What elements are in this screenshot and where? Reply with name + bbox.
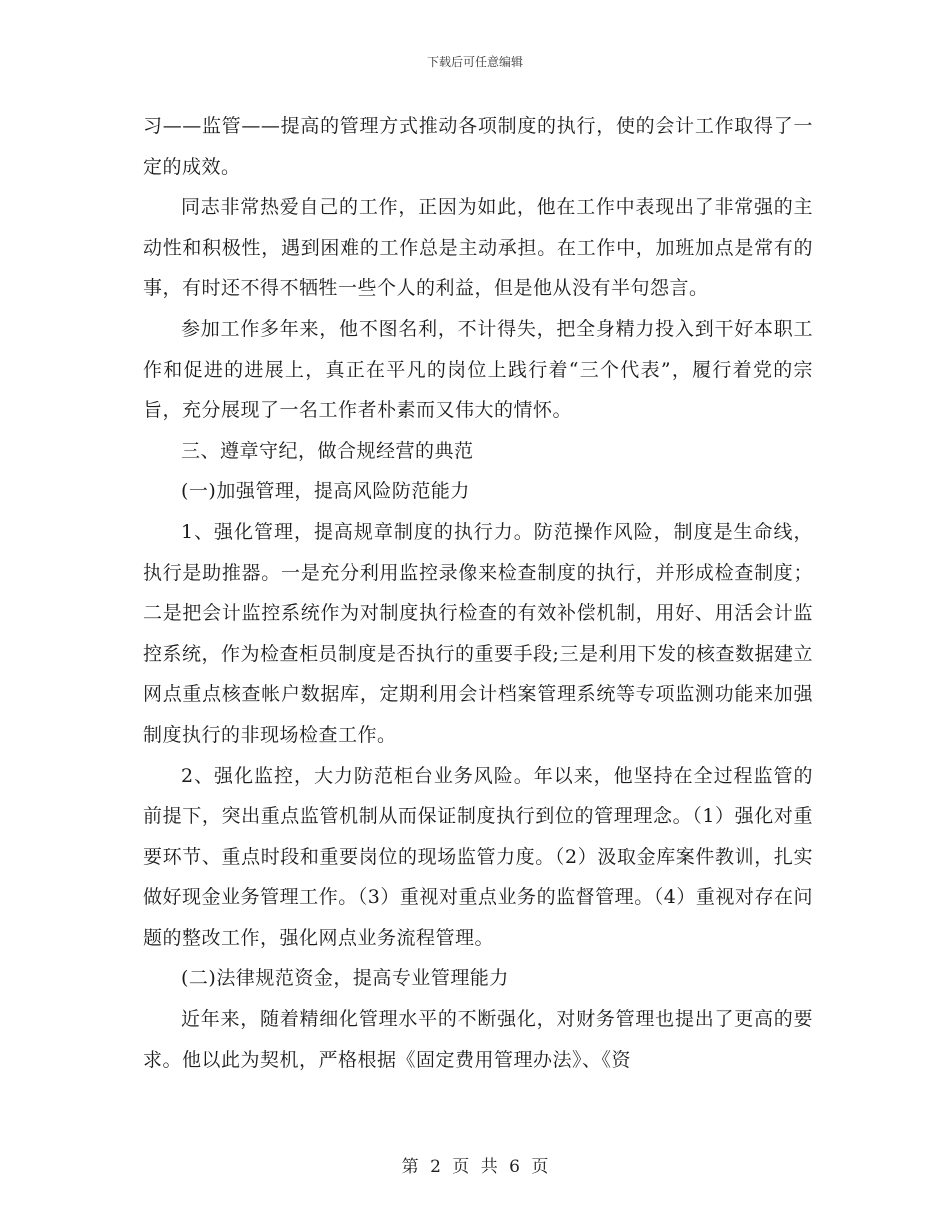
paragraph: 1、强化管理，提高规章制度的执行力。防范操作风险，制度是生命线，执行是助推器。一是充分利用监控录像来检查制度的执行，并形成检查制度；二是把会计监控系统作为对制度执行检查的有效补偿机制，用好、用活会计监控系统，作为检查柜员制度是否执行的重要手段;三是利用下发的核查数据建立网点重点核查帐户数据库，定期利用会计档案管理系统等专项监测功能来加强制度执行的非现场检查工作。: [143, 520, 813, 746]
paragraph: 同志非常热爱自己的工作，正因为如此，他在工作中表现出了非常强的主动性和积极性，遇到困难的工作总是主动承担。在工作中，加班加点是常有的事，有时还不得不牺牲一些个人的利益，但是他从没有半句怨言。: [143, 196, 813, 300]
subsection-heading: (一)加强管理，提高风险防范能力: [181, 480, 470, 503]
paragraph: 参加工作多年来，他不图名利，不计得失，把全身精力投入到干好本职工作和促进的进展上，真正在平凡的岗位上践行着“三个代表”，履行着党的宗旨，充分展现了一名工作者朴素而又伟大的情怀。: [143, 317, 813, 422]
paragraph: 习——监管——提高的管理方式推动各项制度的执行，使的会计工作取得了一定的成效。: [143, 115, 813, 178]
paragraph: 近年来，随着精细化管理水平的不断强化，对财务管理也提出了更高的要求。他以此为契机，严格根据《固定费用管理办法》、《资: [143, 1008, 813, 1071]
page-footer: 第 2 页 共 6 页: [401, 1157, 549, 1177]
section-heading: 三、遵章守纪，做合规经营的典范: [181, 439, 474, 462]
subsection-heading: (二)法律规范资金，提高专业管理能力: [181, 967, 509, 990]
document-body: [143, 106, 813, 1080]
paragraph: 2、强化监控，大力防范柜台业务风险。年以来，他坚持在全过程监管的前提下，突出重点监管机制从而保证制度执行到位的管理理念。（1）强化对重要环节、重点时段和重要岗位的现场监管力度。（2）汲取金库案件教训，扎实做好现金业务管理工作。（3）重视对重点业务的监督管理。（4）重视对存在问题的整改工作，强化网点业务流程管理。: [143, 764, 813, 949]
page-header: 下载后可任意编辑: [426, 55, 523, 69]
